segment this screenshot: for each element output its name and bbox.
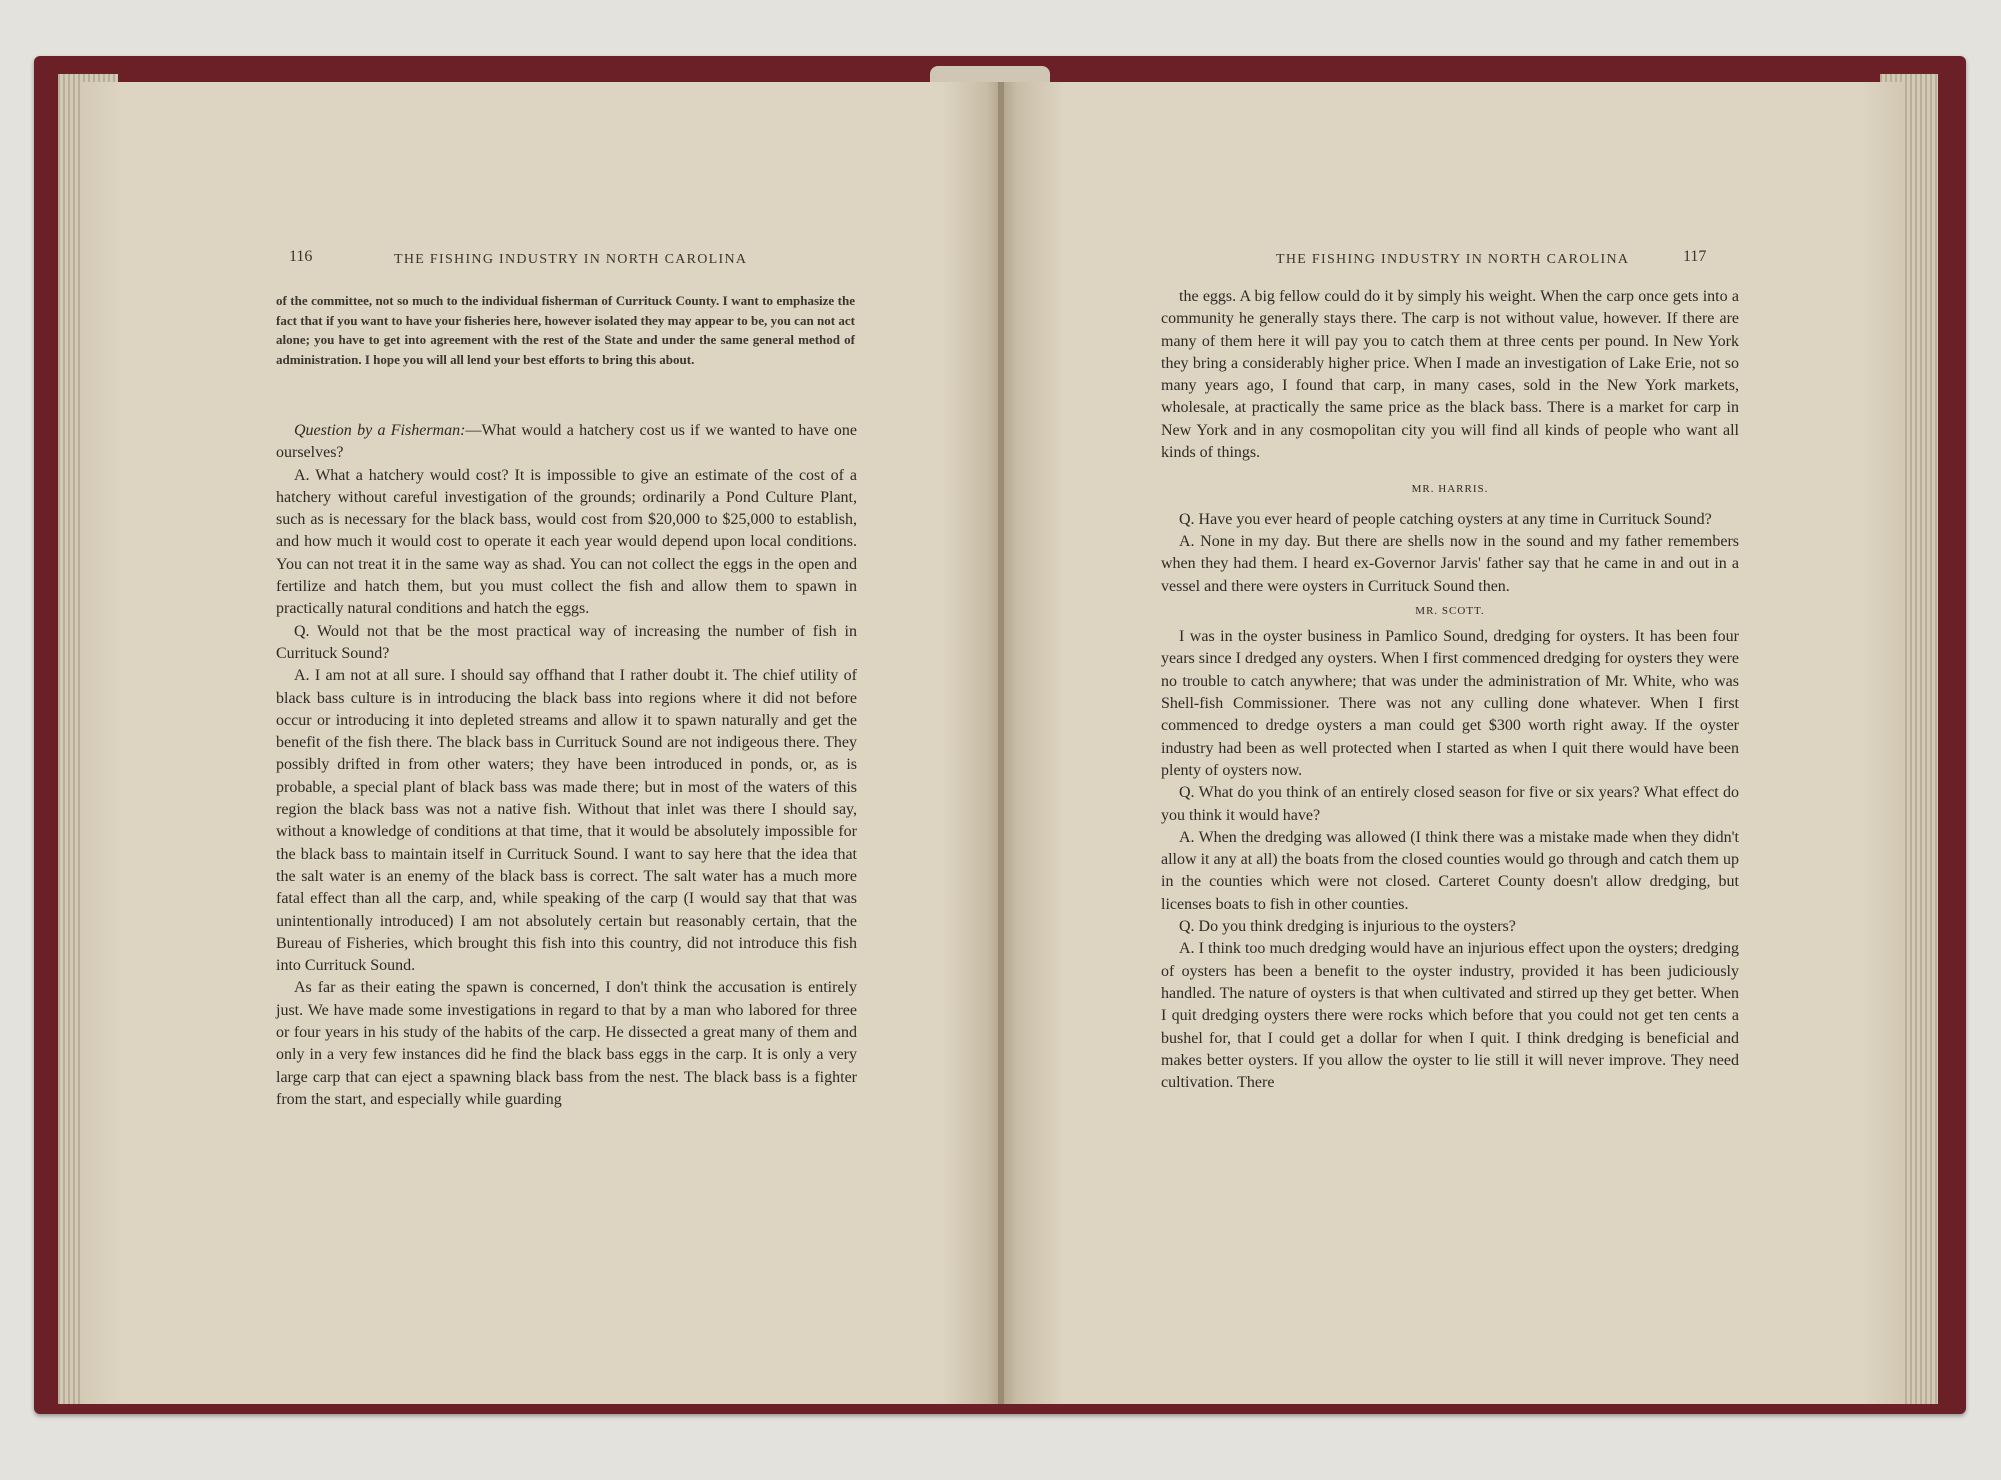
paragraph: As far as their eating the spawn is concerned, I don't think the accusation is entirely just. We have made some investigations in regard to that by a man who labored for three or four years in his study of the habits of the carp. He dissected a great many of them and only in a very few instances did he find the black bass eggs in the carp. It is only a very large carp that can eject a spawning black bass from the nest. The black bass is a fighter from the start, and especially while guarding bbox=[276, 979, 857, 1108]
paragraph: Q. Do you think dredging is injurious to the oysters? bbox=[1179, 918, 1516, 936]
question-text: —What would a hatchery cost us if we wanted to have one ourselves? bbox=[276, 422, 858, 462]
paragraph: Q. What do you think of an entirely closed season for five or six years? What effect do you think it would have? bbox=[1161, 784, 1739, 824]
paragraph: the eggs. A big fellow could do it by simply his weight. When the carp once gets into a community he generally stays there. The carp is not without value, however. If there are many of them here it will pay you to catch them at three cents per pound. In New York they bring a considerably higher price. When I made an investigation of Lake Erie, not so many years ago, I found that carp, in many cases, sold in the New York markets, wholesale, at practically the same price as the black bass. There is a market for carp in New York and in any cosmopolitan city you will find all kinds of people who want all kinds of things. bbox=[1161, 288, 1739, 462]
left-opening-paragraph bbox=[276, 291, 855, 369]
question-label: Question by a Fisherman: bbox=[294, 422, 466, 439]
paragraph: A. What a hatchery would cost? It is impossible to give an estimate of the cost of a hatchery without careful investigation of the grounds; ordinarily a Pond Culture Plant, such as is necessary for the black bass, would cost from $20,000 to $25,000 to establish, and how much it would cost to operate it each year would depend upon local conditions. You can not treat it in the same way as shad. You can not collect the eggs in the open and fertilize and hatch them, but you must collect the fish and allow them to spawn in practically natural conditions and hatch the eggs. bbox=[276, 466, 857, 618]
paragraph: Q. Would not that be the most practical way of increasing the number of fish in Currituck Sound? bbox=[276, 622, 857, 662]
running-head-right: THE FISHING INDUSTRY IN NORTH CAROLINA bbox=[1276, 252, 1630, 267]
question-paragraph bbox=[276, 420, 857, 465]
paragraph: Q. Have you ever heard of people catching oysters at any time in Currituck Sound? bbox=[1179, 510, 1712, 528]
running-head-left: THE FISHING INDUSTRY IN NORTH CAROLINA bbox=[394, 252, 748, 267]
speaker-heading-scott: MR. SCOTT. bbox=[1415, 604, 1485, 617]
page-number-left: 116 bbox=[289, 248, 313, 265]
right-body-text bbox=[1161, 286, 1739, 1094]
paragraph: of the committee, not so much to the individual fisherman of Currituck County. I want to emphasize the fact that if you want to have your fisheries here, however isolated they may appear to be, you can not act alone; you have to get into agreement with the rest of the State and under the same general method of administration. I hope you will all lend your best efforts to bring this about. bbox=[276, 293, 855, 367]
left-body-text bbox=[276, 420, 857, 1111]
page-number-right: 117 bbox=[1683, 248, 1707, 265]
paragraph: I was in the oyster business in Pamlico Sound, dredging for oysters. It has been four years since I dredged any oysters. When I first commenced dredging for oysters they were no trouble to catch anywhere; that was under the administration of Mr. White, who was Shell-fish Commissioner. There was not any culling done whatever. When I first commenced to dredge oysters a man could get $300 worth right away. If the oyster industry had been as well protected when I started as when I quit there would have been plenty of oysters now. bbox=[1161, 628, 1739, 779]
paragraph: A. When the dredging was allowed (I think there was a mistake made when they didn't allow it any at all) the boats from the closed counties would go through and catch them up in the counties which were not closed. Carteret County doesn't allow dredging, but licenses boats to fish in other counties. bbox=[1161, 828, 1739, 913]
gutter bbox=[998, 82, 1004, 1404]
paragraph: A. None in my day. But there are shells now in the sound and my father remembers when they had them. I heard ex-Governor Jarvis' father say that he came in and out in a vessel and there were oysters in Currituck Sound then. bbox=[1161, 532, 1739, 595]
speaker-heading-harris: MR. HARRIS. bbox=[1411, 483, 1489, 496]
paragraph: A. I am not at all sure. I should say offhand that I rather doubt it. The chief utility of black bass culture is in introducing the black bass into regions where it did not before occur or introducing it into depleted streams and allow it to spawn naturally and get the benefit of the fish there. The black bass in Currituck Sound are not indigeous there. They possibly drifted in from other waters; they have been introduced in ponds, or, as is probable, a special plant of black bass was made there; but in most of the waters of this region the black bass was not a native fish. Without that inlet was there I should say, without a knowledge of conditions at that time, that it would be absolutely impossible for the black bass to maintain itself in Currituck Sound. I want to say here that the idea that the salt water is an enemy of the black bass is correct. The salt water has a much more fatal effect than all the carp, and, while speaking of the carp (I would say that that was unintentionally introduced) I am not absolutely certain but reasonably certain, that the Bureau of Fisheries, which brought this fish into this country, did not introduce this fish into Currituck Sound. bbox=[276, 667, 857, 975]
paragraph: A. I think too much dredging would have an injurious effect upon the oysters; dredging of oysters has been a benefit to the oyster industry, provided it has been judiciously handled. The nature of oysters is that when cultivated and stirred up they get better. When I quit dredging oysters there were rocks which before that you could not get ten cents a bushel for, that I could get a dollar for when I quit. I think dredging is beneficial and makes better oysters. If you allow the oyster to lie still it will never improve. They need cultivation. There bbox=[1161, 940, 1739, 1092]
